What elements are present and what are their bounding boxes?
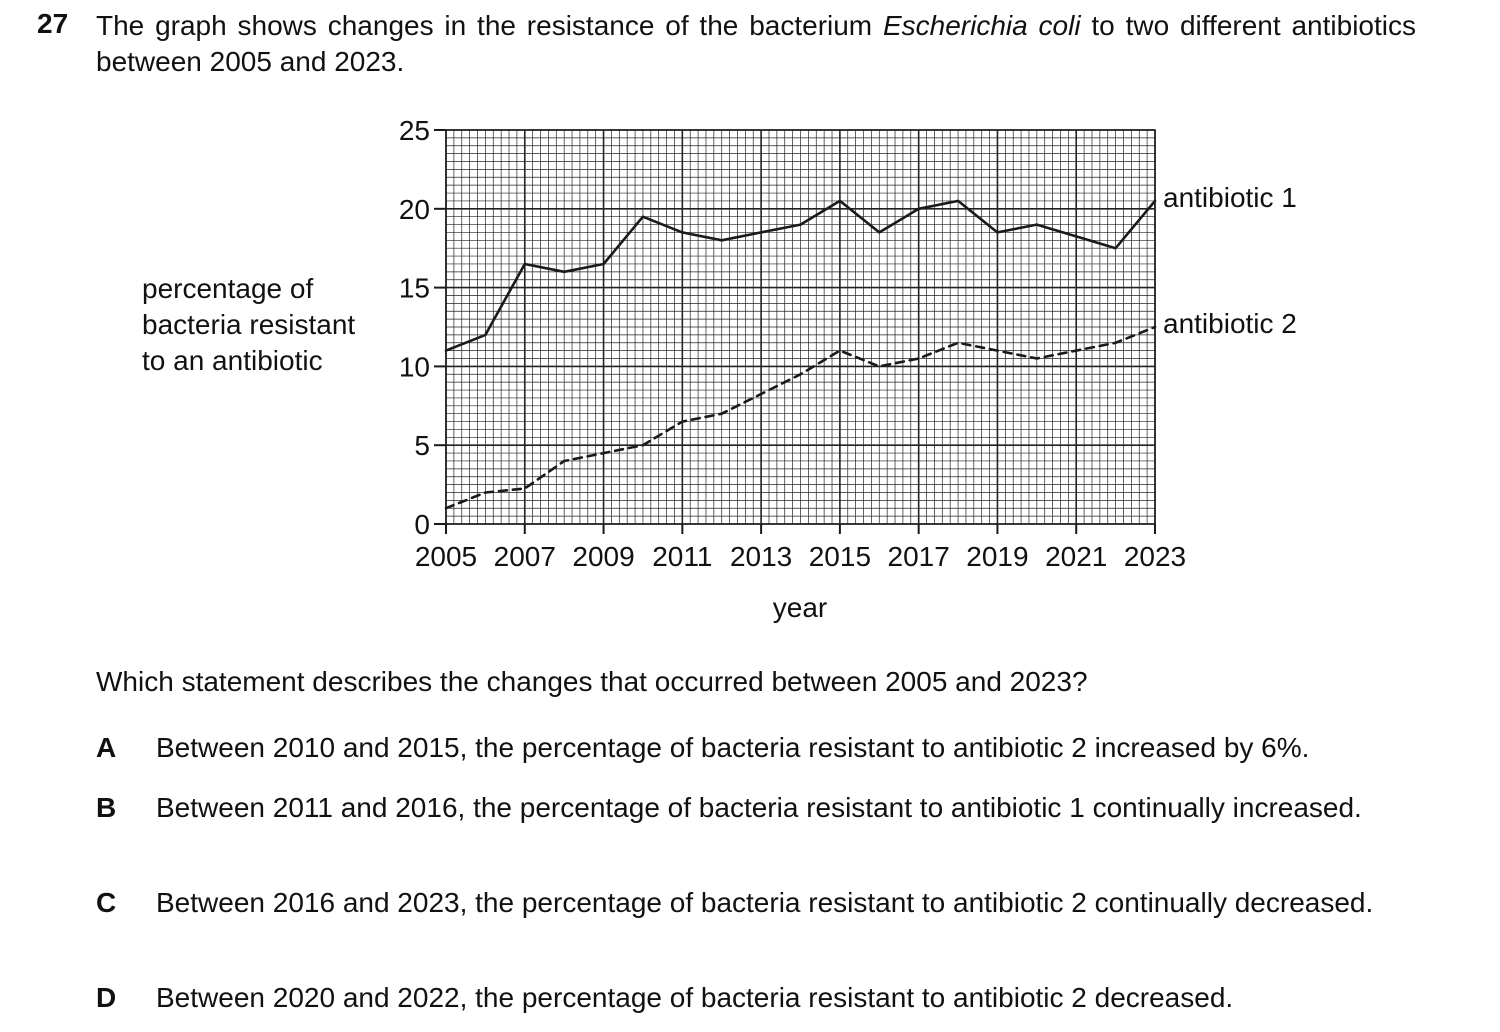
x-tick-label: 2017: [887, 541, 950, 572]
series-label-2: antibiotic 2: [1163, 308, 1297, 339]
y-axis-label-line: percentage of: [142, 273, 314, 304]
option-text: Between 2011 and 2016, the percentage of bacteria resistant to antibiotic 1 continually increased.: [156, 792, 1362, 823]
y-axis-label-line: to an antibiotic: [142, 345, 323, 376]
x-axis-label: year: [772, 592, 828, 623]
y-axis-label-line: bacteria resistant: [142, 309, 356, 340]
option-text: Between 2020 and 2022, the percentage of bacteria resistant to antibiotic 2 decreased.: [156, 982, 1234, 1013]
chart-axes: [434, 130, 1155, 534]
chart-grid: [446, 130, 1155, 524]
option-letter: A: [96, 732, 117, 763]
question-number: 27: [37, 8, 69, 39]
x-tick-label: 2005: [414, 541, 478, 572]
intro-text-before: The graph shows changes in the resistance of the bacterium: [96, 10, 883, 41]
option-letter: C: [96, 887, 117, 918]
option-a[interactable]: [96, 730, 1416, 766]
x-tick-label: 2023: [1123, 541, 1187, 572]
option-text: Between 2016 and 2023, the percentage of bacteria resistant to antibiotic 2 continually decreased.: [156, 887, 1374, 918]
y-tick-label: 25: [398, 115, 430, 146]
x-tick-label: 2019: [966, 541, 1029, 572]
series-label-1: antibiotic 1: [1163, 181, 1297, 213]
option-letter: B: [96, 792, 117, 823]
y-tick-label: 15: [398, 272, 430, 304]
intro-text-after: to two different antibiotics between 2005 and 2023.: [96, 10, 1416, 77]
option-b[interactable]: [96, 790, 1416, 826]
y-tick-label: 10: [398, 351, 430, 383]
question-stem: Which statement describes the changes that occurred between 2005 and 2023?: [96, 666, 1088, 697]
option-c[interactable]: [96, 885, 1416, 921]
x-tick-label: 2007: [493, 541, 556, 572]
option-letter: D: [96, 982, 117, 1013]
option-text: Between 2010 and 2015, the percentage of bacteria resistant to antibiotic 2 increased by 6%.: [156, 732, 1310, 763]
y-tick-label: 20: [398, 193, 430, 225]
option-d[interactable]: [96, 980, 1416, 1016]
y-tick-label: 0: [414, 509, 430, 540]
y-tick-label: 5: [414, 430, 430, 462]
x-tick-label: 2011: [652, 541, 713, 572]
x-tick-label: 2021: [1045, 541, 1108, 572]
x-tick-label: 2009: [572, 541, 635, 572]
x-tick-label: 2013: [729, 541, 793, 572]
species-name: Escherichia coli: [882, 10, 1081, 41]
x-tick-label: 2015: [808, 541, 872, 572]
